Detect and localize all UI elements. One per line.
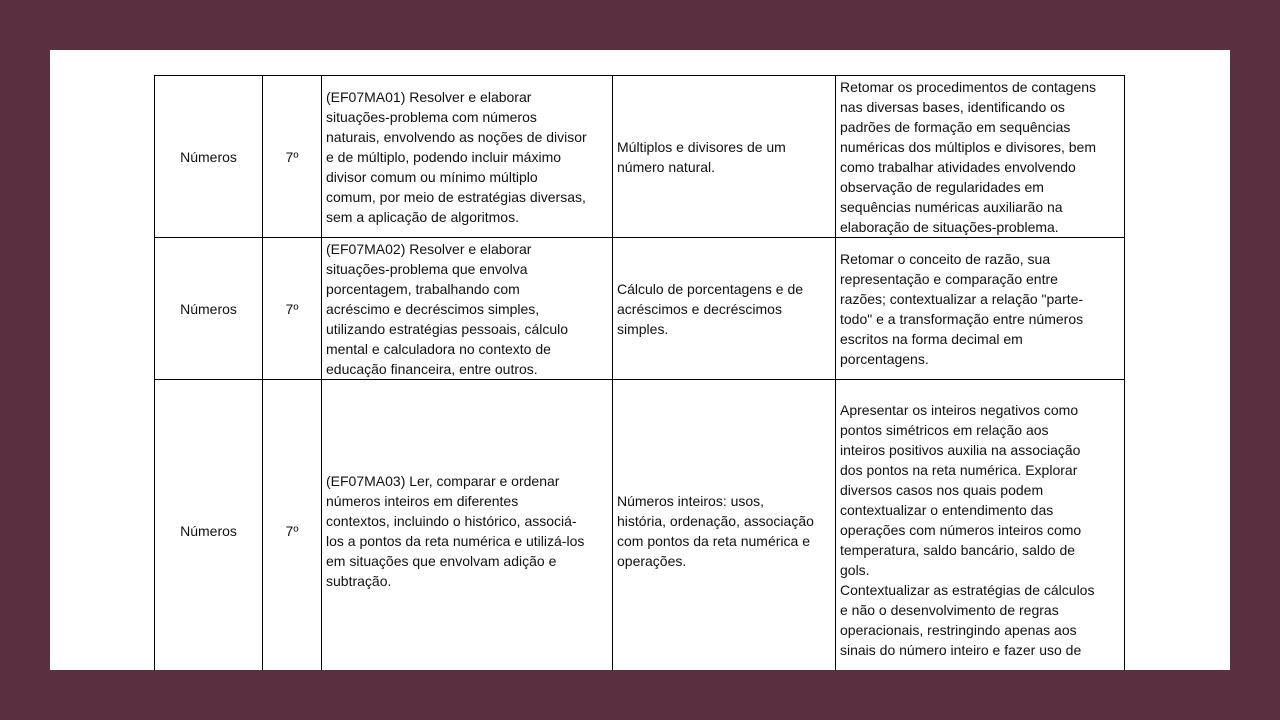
document-page [50, 50, 1230, 670]
skill-cell: (EF07MA03) Ler, comparar e ordenar números inteiros em diferentes contextos, incluindo o histórico, associá- los a pontos da reta numérica e utilizá-los em situações que envolvam adição e subtração. [322, 380, 613, 671]
curriculum-table [154, 75, 1125, 670]
knowledge-object-cell: Números inteiros: usos, história, ordenação, associação com pontos da reta numérica e operações. [613, 380, 836, 671]
knowledge-object-cell: Múltiplos e divisores de um número natural. [613, 76, 836, 238]
comment-cell: Retomar os procedimentos de contagens nas diversas bases, identificando os padrões de formação em sequências numéricas dos múltiplos e divisores, bem como trabalhar atividades envolvendo observação de regularidades em sequências numéricas auxiliarão na elaboração de situações-problema. [836, 76, 1125, 238]
table-row [155, 238, 1125, 380]
year-cell: 7º [263, 76, 322, 238]
skill-cell: (EF07MA02) Resolver e elaborar situações-problema que envolva porcentagem, trabalhando com acréscimo e decréscimos simples, utilizando estratégias pessoais, cálculo mental e calculadora no contexto de educação financeira, entre outros. [322, 238, 613, 380]
table-row [155, 380, 1125, 671]
area-cell: Números [155, 380, 263, 671]
skill-cell: (EF07MA01) Resolver e elaborar situações-problema com números naturais, envolvendo as noções de divisor e de múltiplo, podendo incluir máximo divisor comum ou mínimo múltiplo comum, por meio de estratégias diversas, sem a aplicação de algoritmos. [322, 76, 613, 238]
table-row [155, 76, 1125, 238]
year-cell: 7º [263, 380, 322, 671]
knowledge-object-cell: Cálculo de porcentagens e de acréscimos e decréscimos simples. [613, 238, 836, 380]
year-cell: 7º [263, 238, 322, 380]
comment-cell: Retomar o conceito de razão, sua representação e comparação entre razões; contextualizar a relação "parte- todo" e a transformação entre números escritos na forma decimal em porcentagens. [836, 238, 1125, 380]
area-cell: Números [155, 76, 263, 238]
area-cell: Números [155, 238, 263, 380]
comment-cell-container [836, 380, 1125, 671]
comment-cell: Apresentar os inteiros negativos como pontos simétricos em relação aos inteiros positivos auxilia na associação dos pontos na reta numérica. Explorar diversos casos nos quais podem contextualizar o entendimento das operações com números inteiros como temperatura, saldo bancário, saldo de gols. Contextualizar as estratégias de cálculos e não o desenvolvimento de regras operacionais, restringindo apenas aos sinais do número inteiro e fazer uso de [840, 402, 1095, 658]
